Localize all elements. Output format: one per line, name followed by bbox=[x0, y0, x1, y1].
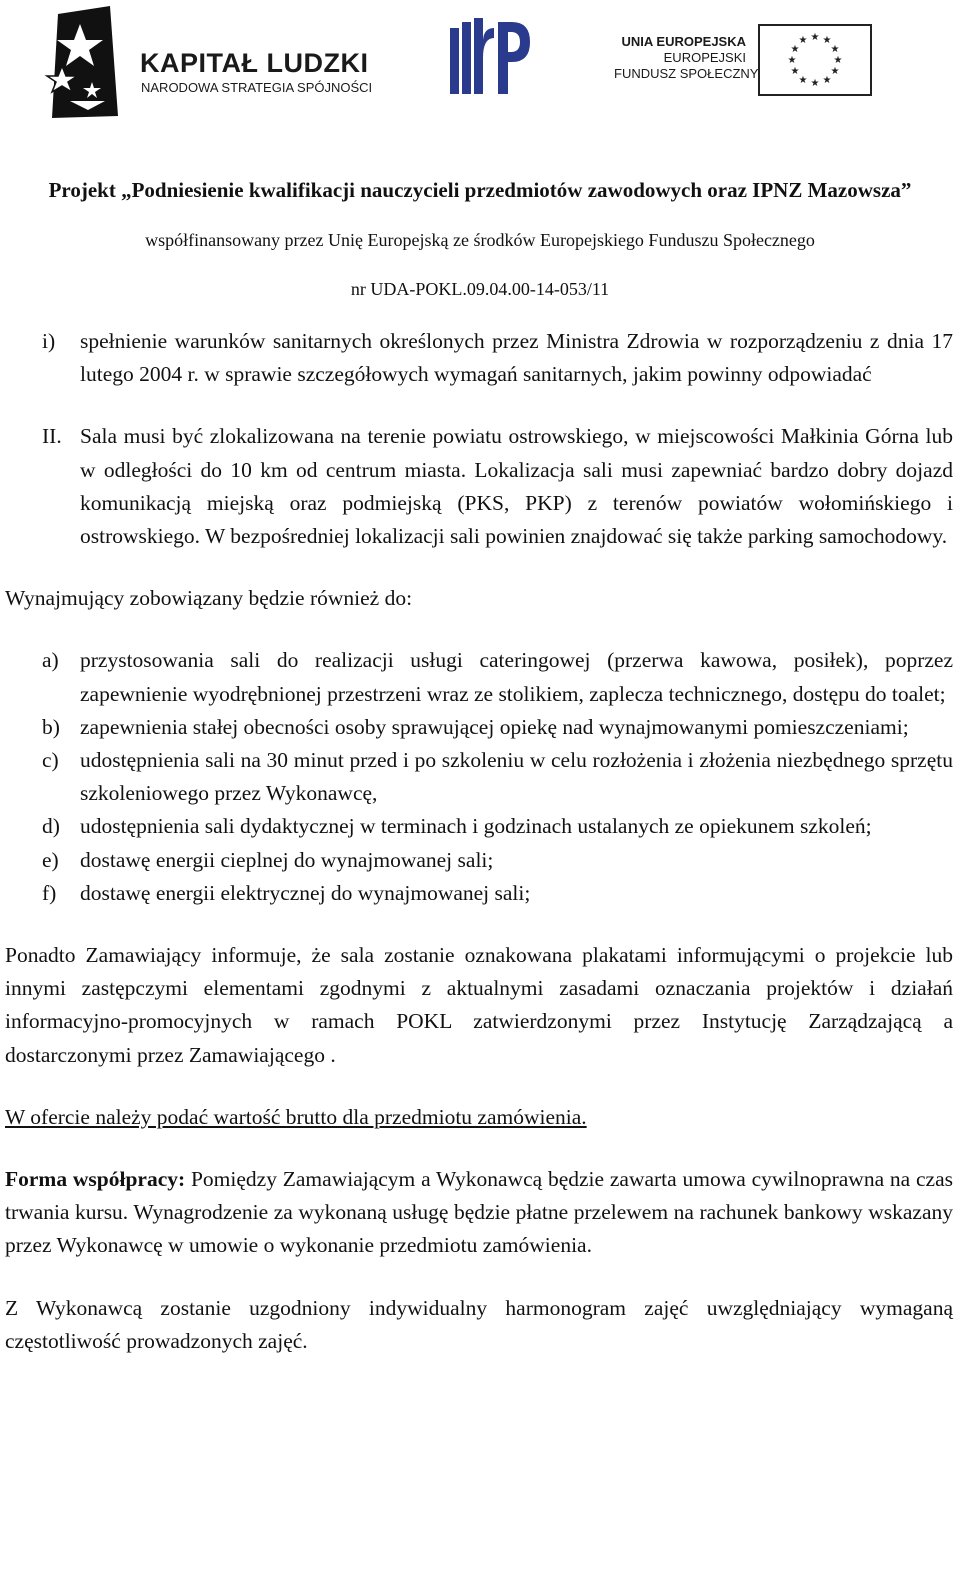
spacer bbox=[5, 1263, 953, 1292]
spacer bbox=[5, 391, 953, 420]
svg-text:★: ★ bbox=[830, 44, 840, 55]
svg-text:★: ★ bbox=[798, 75, 808, 86]
document-body bbox=[5, 325, 953, 1358]
list-label: II. bbox=[42, 424, 62, 449]
svg-text:★: ★ bbox=[822, 35, 832, 46]
obligations-intro: Wynajmujący zobowiązany będzie również do: bbox=[5, 586, 413, 611]
eu-flag bbox=[758, 24, 872, 96]
cooperation-label: Forma współpracy: bbox=[5, 1167, 186, 1192]
price-note: W ofercie należy podać wartość brutto dla przedmiotu zamówienia. bbox=[5, 1104, 587, 1129]
cofinanced-line: współfinansowany przez Unię Europejską ze środków Europejskiego Funduszu Społecznego bbox=[145, 230, 815, 250]
list-item-text: udostępnienia sali dydaktycznej w terminach i godzinach ustalanych ze opiekunem szkoleń; bbox=[80, 814, 872, 839]
cooperation-paragraph bbox=[5, 1163, 953, 1263]
svg-text:★: ★ bbox=[833, 55, 843, 66]
list-label: b) bbox=[42, 714, 60, 739]
kapital-ludzki-title: KAPITAŁ LUDZKI bbox=[140, 48, 369, 78]
svg-text:★: ★ bbox=[790, 66, 800, 77]
list-label: c) bbox=[42, 748, 59, 773]
obligation-c bbox=[5, 744, 953, 810]
ue-line-2: EUROPEJSKI bbox=[663, 50, 746, 65]
ue-line-1: UNIA EUROPEJSKA bbox=[621, 34, 746, 49]
list-item-text: dostawę energii cieplnej do wynajmowanej sali; bbox=[80, 847, 494, 872]
list-item-text: udostępnienia sali na 30 minut przed i po szkoleniu w celu rozłożenia i złożenia niezbędnego sprzętu szkoleniowego przez Wykonawcę, bbox=[80, 748, 953, 806]
svg-text:★: ★ bbox=[810, 32, 820, 43]
list-item-i bbox=[5, 325, 953, 391]
list-item-ii bbox=[5, 420, 953, 553]
spacer bbox=[5, 1134, 953, 1163]
svg-text:★: ★ bbox=[810, 78, 820, 89]
spacer bbox=[5, 553, 953, 582]
svg-text:★: ★ bbox=[787, 55, 797, 66]
kapital-ludzki-icon bbox=[40, 6, 140, 118]
rp-logo bbox=[450, 18, 532, 96]
eu-stars-icon bbox=[760, 26, 870, 94]
list-label: d) bbox=[42, 814, 60, 839]
project-title: Projekt „Podniesienie kwalifikacji nauczycieli przedmiotów zawodowych oraz IPNZ Mazowsza” bbox=[48, 178, 912, 202]
obligation-b bbox=[5, 711, 953, 744]
list-item-text: dostawę energii elektrycznej do wynajmowanej sali; bbox=[80, 880, 531, 905]
list-item-text: zapewnienia stałej obecności osoby sprawującej opiekę nad wynajmowanymi pomieszczeniami; bbox=[80, 714, 909, 739]
svg-text:★: ★ bbox=[790, 44, 800, 55]
spacer bbox=[5, 615, 953, 644]
obligation-f bbox=[5, 877, 953, 910]
project-number: nr UDA-POKL.09.04.00-14-053/11 bbox=[350, 279, 610, 299]
list-label: a) bbox=[42, 648, 59, 673]
ue-efs-logo bbox=[614, 24, 864, 96]
ue-line-3: FUNDUSZ SPOŁECZNY bbox=[614, 66, 759, 81]
list-item-text: spełnienie warunków sanitarnych określonych przez Ministra Zdrowia w rozporządzeniu z dnia 17 lutego 2004 r. w sprawie szczegółowych wymagań sanitarnych, jakim powinny odpowiadać bbox=[80, 329, 953, 387]
svg-text:★: ★ bbox=[798, 35, 808, 46]
svg-text:★: ★ bbox=[822, 75, 832, 86]
list-label: f) bbox=[42, 880, 57, 905]
list-label: i) bbox=[42, 329, 56, 353]
rp-logo-icon bbox=[450, 18, 532, 96]
obligation-a bbox=[5, 644, 953, 710]
kapital-ludzki-subtitle: NARODOWA STRATEGIA SPÓJNOŚCI bbox=[141, 80, 373, 95]
logo-bar bbox=[0, 0, 960, 130]
list-item-text: przystosowania sali do realizacji usługi cateringowej (przerwa kawowa, posiłek), poprzez zapewnienie wyodrębnionej przestrzeni wraz ze stolikiem, zaplecza technicznego, dostępu do toalet; bbox=[80, 648, 953, 706]
svg-text:★: ★ bbox=[830, 66, 840, 77]
spacer bbox=[5, 910, 953, 939]
schedule-paragraph: Z Wykonawcą zostanie uzgodniony indywidualny harmonogram zajęć uwzględniający wymaganą częstotliwość prowadzonych zajęć. bbox=[5, 1295, 953, 1353]
spacer bbox=[5, 1072, 953, 1101]
cooperation-text: Pomiędzy Zamawiającym a Wykonawcą będzie zawarta umowa cywilnoprawna na czas trwania kursu. Wynagrodzenie za wykonaną usługę będzie płatne przelewem na rachunek bankowy wskazany przez Wykonawcę w umowie o wykonanie przedmiotu zamówienia. bbox=[5, 1167, 953, 1258]
list-item-text: Sala musi być zlokalizowana na terenie powiatu ostrowskiego, w miejscowości Małkinia Górna lub w odległości do 10 km od centrum miasta. Lokalizacja sali musi zapewniać bardzo dobry dojazd komunikacją miejską oraz podmiejską (PKS, PKP) z terenów powiatów wołomińskiego i ostrowskiego. W bezpośredniej lokalizacji sali powinien znajdować się także parking samochodowy. bbox=[80, 424, 953, 549]
kapital-ludzki-logo bbox=[40, 6, 400, 118]
obligation-d bbox=[5, 810, 953, 843]
marking-paragraph: Ponadto Zamawiający informuje, że sala zostanie oznakowana plakatami informującymi o projekcie lub innymi zastępczymi elementami zgodnymi z aktualnymi zasadami oznaczania projektów i działań informacyjno-promocyjnych w ramach POKL zatwierdzonymi przez Instytucję Zarządzającą a dostarczonymi przez Zamawiającego . bbox=[5, 943, 953, 1067]
ue-text bbox=[614, 34, 759, 82]
list-label: e) bbox=[42, 847, 59, 872]
obligation-e bbox=[5, 844, 953, 877]
